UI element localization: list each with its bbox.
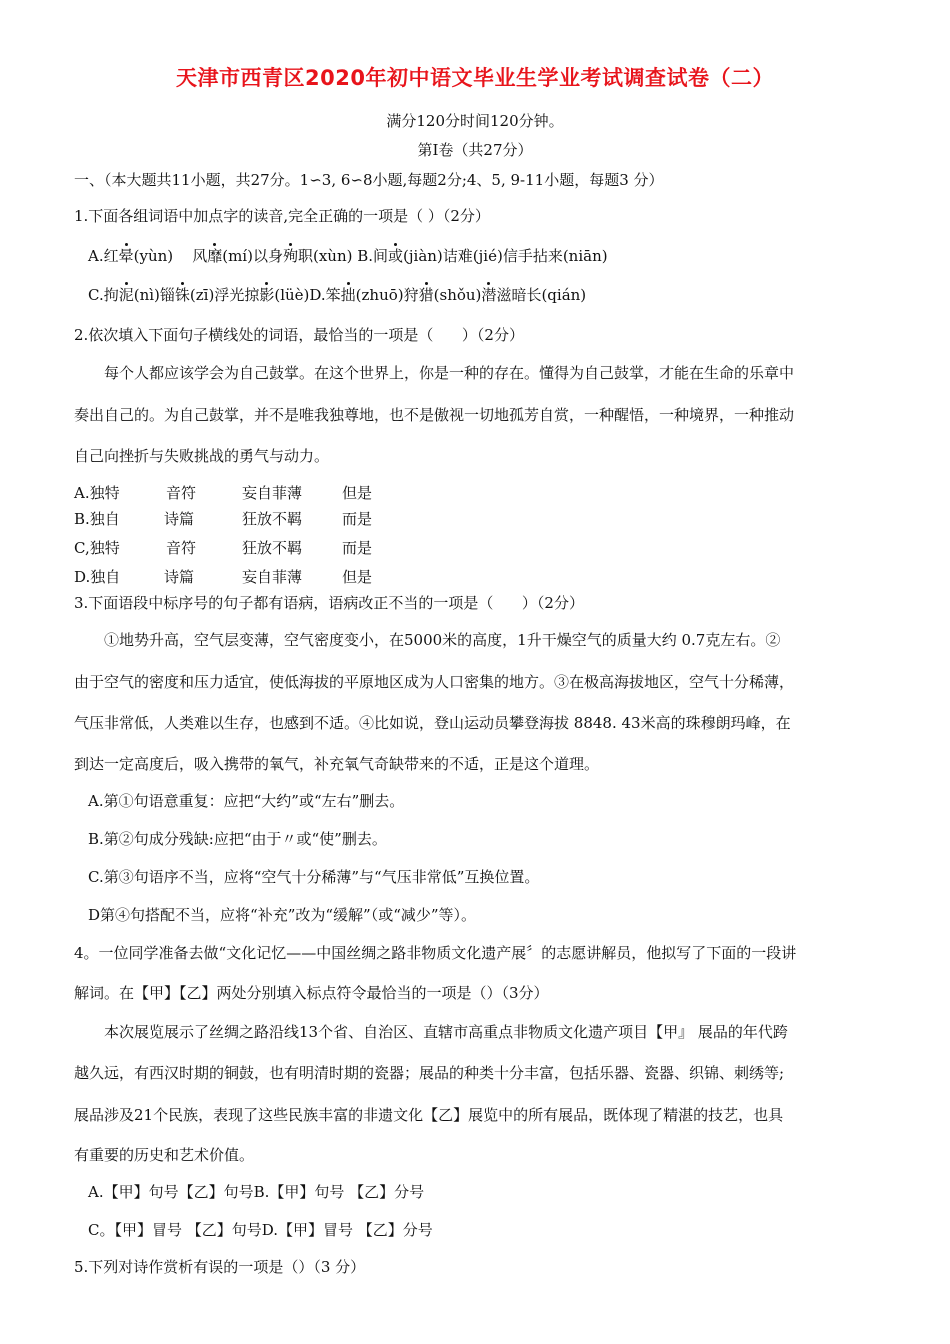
q1-options-ab	[88, 246, 608, 266]
q3-passage-line: 由于空气的密度和压力适宜，使低海拔的平原地区成为人口密集的地方。③在极高海拔地区，空气十分稀薄，	[74, 673, 795, 691]
q4-options-cd: C。【甲】冒号 【乙】句号D.【甲】冒号 【乙】分号	[88, 1221, 433, 1239]
q3-option-d: D第④句搭配不当，应将“补充”改为“缓解”（或“减少”等）。	[88, 906, 477, 924]
option-word: 妄自菲薄	[242, 484, 303, 502]
text: A.红	[88, 247, 119, 265]
exam-title: 天津市西青区2020年初中语文毕业生学业考试调查试卷（二）	[176, 66, 774, 90]
q3-passage-line: ①地势升高，空气层变薄，空气密度变小，在5000米的高度，1升干燥空气的质量大约 0.7克左右。②	[104, 631, 781, 649]
text: (shǒu)	[433, 286, 482, 304]
option-key: D.独自	[74, 568, 121, 586]
q4-passage-line: 本次展览展示了丝绸之路沿线13个省、自治区、直辖市高重点非物质文化遗产项目【甲』 展品的年代跨	[104, 1023, 788, 1041]
option-key: B.独自	[74, 510, 120, 528]
q4-options-ab: A.【甲】句号【乙】句号B.【甲】句号 【乙】分号	[88, 1183, 425, 1201]
q4-passage-line: 展品涉及21个民族，表现了这些民族丰富的非遗文化【乙】展览中的所有展品，既体现了精湛的技艺，也具	[74, 1106, 784, 1124]
dotted-char: 靡	[207, 247, 223, 265]
part-heading: 第Ⅰ卷（共27分）	[417, 141, 533, 159]
text: C.拘	[88, 286, 119, 304]
section-heading: 一、（本大题共11小题，共27分。1∽3, 6∽8小题,每题2分;4、5, 9-11小题，每题3 分）	[74, 171, 664, 189]
option-key: C,独特	[74, 539, 120, 557]
dotted-char: 铢	[174, 286, 190, 304]
dotted-char: 猎	[418, 286, 434, 304]
option-word: 但是	[342, 484, 373, 502]
option-word: 妄自菲薄	[242, 568, 303, 586]
dotted-char: 晕	[118, 247, 134, 265]
option-word: 诗篇	[164, 568, 195, 586]
q5-stem: 5.下列对诗作赏析有误的一项是（）（3 分）	[74, 1258, 366, 1276]
dotted-char: 殉	[282, 247, 298, 265]
q3-stem: 3.下面语段中标序号的句子都有语病，语病改正不当的一项是（ ）（2分）	[74, 594, 584, 612]
q1-stem: 1.下面各组词语中加点字的读音,完全正确的一项是（ ）（2分）	[74, 207, 490, 225]
option-word: 音符	[166, 484, 197, 502]
option-word: 狂放不羁	[242, 539, 303, 557]
dotted-char: 泥	[118, 286, 134, 304]
option-key: A.独特	[74, 484, 120, 502]
text: 职(xùn) B.间	[297, 247, 389, 265]
q4-stem-line: 4。一位同学准备去做“文化记忆——中国丝绸之路非物质文化遗产展〞的志愿讲解员，他拟写了下面的一段讲	[74, 944, 797, 962]
dotted-char: 潜	[481, 286, 497, 304]
option-word: 音符	[166, 539, 197, 557]
q3-option-c: C.第③句语序不当，应将“空气十分稀薄”与“气压非常低”互换位置。	[88, 868, 540, 886]
score-time-line: 满分120分时间120分钟。	[386, 112, 564, 130]
text: (jiàn)诘难(jié)信手拈来(niān)	[403, 247, 608, 265]
q2-passage-line: 奏出自己的。为自己鼓掌，并不是唯我独尊地，也不是傲视一切地孤芳自赏，一种醒悟，一种境界，一种推动	[74, 406, 795, 424]
dotted-char: 影	[259, 286, 275, 304]
q4-passage-line: 越久远，有西汉时期的铜鼓，也有明清时期的瓷器；展品的种类十分丰富，包括乐器、瓷器、织锦、刺绣等;	[74, 1064, 785, 1082]
q3-passage-line: 气压非常低，人类难以生存，也感到不适。④比如说，登山运动员攀登海拔 8848. 43米高的珠穆朗玛峰，在	[74, 714, 791, 732]
option-word: 狂放不羁	[242, 510, 303, 528]
q4-stem-line: 解词。在【甲】【乙】两处分别填入标点符令最恰当的一项是（）（3分）	[74, 984, 549, 1002]
text: (zī)浮光掠	[189, 286, 260, 304]
q1-options-cd	[88, 285, 586, 305]
option-word: 而是	[342, 539, 373, 557]
dotted-char: 拙	[340, 286, 356, 304]
text: (nì)锱	[133, 286, 175, 304]
q2-stem: 2.依次填入下面句子横线处的词语，最恰当的一项是（ ）（2分）	[74, 326, 524, 344]
q2-passage-line: 每个人都应该学会为自己鼓掌。在这个世界上，你是一种的存在。懂得为自己鼓掌，才能在生命的乐章中	[104, 364, 795, 382]
text: (zhuō)狩	[355, 286, 419, 304]
q2-passage-line: 自己向挫折与失败挑战的勇气与动力。	[74, 447, 330, 465]
option-word: 而是	[342, 510, 373, 528]
q3-option-b: B.第②句成分残缺:应把“由于〃或“使”删去。	[88, 830, 387, 848]
option-word: 诗篇	[164, 510, 195, 528]
text: 滋暗长(qián)	[496, 286, 587, 304]
text: (mí)以身	[222, 247, 283, 265]
option-word: 但是	[342, 568, 373, 586]
q3-passage-line: 到达一定高度后，吸入携带的氧气，补充氧气奇缺带来的不适，正是这个道理。	[74, 755, 600, 773]
q3-option-a: A.第①句语意重复：应把“大约”或“左右”删去。	[88, 792, 405, 810]
text: (yùn) 风	[133, 247, 208, 265]
text: (lüè)D.笨	[274, 286, 341, 304]
q4-passage-line: 有重要的历史和艺术价值。	[74, 1146, 255, 1164]
dotted-char: 或	[388, 247, 404, 265]
